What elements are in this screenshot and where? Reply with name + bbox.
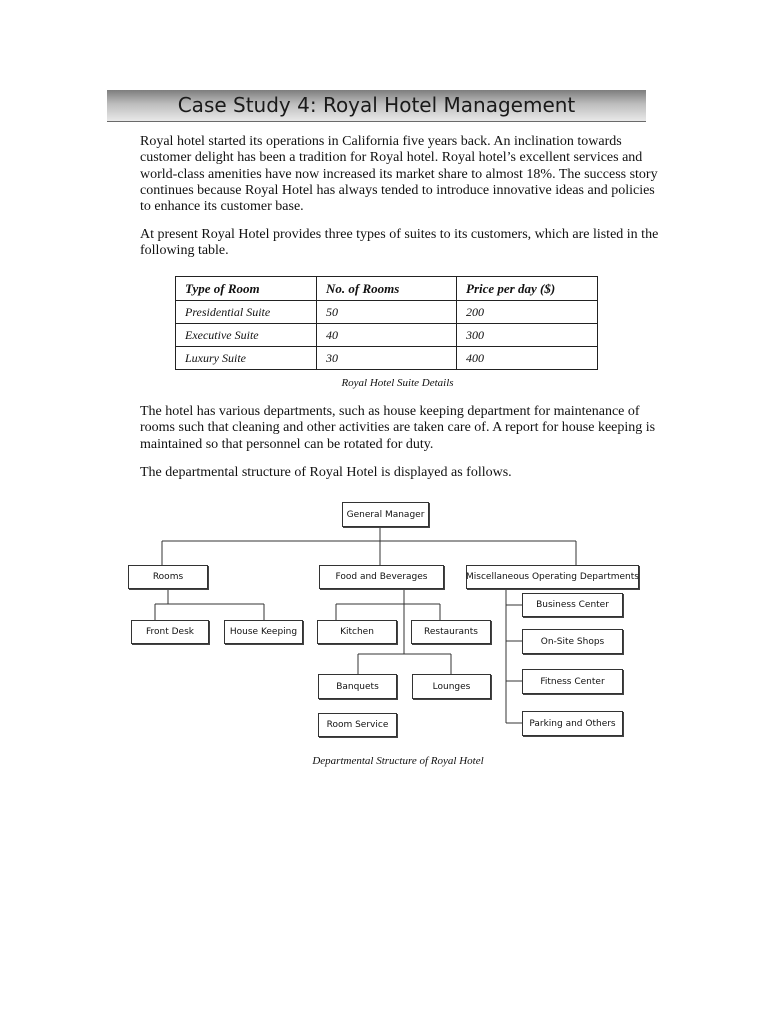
column-header: Type of Room <box>176 277 317 301</box>
column-header: No. of Rooms <box>317 277 457 301</box>
org-node-rooms: Rooms <box>128 565 208 589</box>
structure-intro-paragraph: The departmental structure of Royal Hotel is displayed as follows. <box>140 465 512 480</box>
table-cell: 300 <box>457 324 598 347</box>
table-caption: Royal Hotel Suite Details <box>341 377 454 389</box>
org-node-parking-others: Parking and Others <box>522 711 623 736</box>
org-node-misc-departments: Miscellaneous Operating Departments <box>466 565 639 589</box>
table-cell: Luxury Suite <box>176 347 317 370</box>
org-node-room-service: Room Service <box>318 713 397 737</box>
column-header: Price per day ($) <box>457 277 598 301</box>
org-node-banquets: Banquets <box>318 674 397 699</box>
suites-intro-paragraph: At present Royal Hotel provides three types of suites to its customers, which are listed in the following table. <box>140 227 659 259</box>
org-node-food-beverages: Food and Beverages <box>319 565 444 589</box>
table-cell: 50 <box>317 301 457 324</box>
page-title: Case Study 4: Royal Hotel Management <box>177 93 576 117</box>
table-cell: Presidential Suite <box>176 301 317 324</box>
table-cell: 30 <box>317 347 457 370</box>
org-node-kitchen: Kitchen <box>317 620 397 644</box>
table-cell: 200 <box>457 301 598 324</box>
org-node-business-center: Business Center <box>522 593 623 617</box>
table-cell: 400 <box>457 347 598 370</box>
intro-paragraph: Royal hotel started its operations in California five years back. An inclination towards customer delight has been a tradition for Royal hotel. Royal hotel’s excellent services and world-class amenities have now increased its market share to almost 18%. The success story continues because Royal Hotel has always tended to introduce innovative ideas and policies to enhance its customer base. <box>140 134 658 215</box>
org-node-restaurants: Restaurants <box>411 620 491 644</box>
departments-paragraph: The hotel has various departments, such as house keeping department for maintenance of rooms such that cleaning and other activities are taken care of. A report for house keeping is maintained so that personnel can be rotated for duty. <box>140 404 656 452</box>
table-cell: Executive Suite <box>176 324 317 347</box>
org-node-front-desk: Front Desk <box>131 620 209 644</box>
org-node-fitness-center: Fitness Center <box>522 669 623 694</box>
org-node-general-manager: General Manager <box>342 502 429 527</box>
org-node-on-site-shops: On-Site Shops <box>522 629 623 654</box>
table-cell: 40 <box>317 324 457 347</box>
org-node-lounges: Lounges <box>412 674 491 699</box>
org-node-house-keeping: House Keeping <box>224 620 303 644</box>
org-chart-caption: Departmental Structure of Royal Hotel <box>312 755 484 767</box>
